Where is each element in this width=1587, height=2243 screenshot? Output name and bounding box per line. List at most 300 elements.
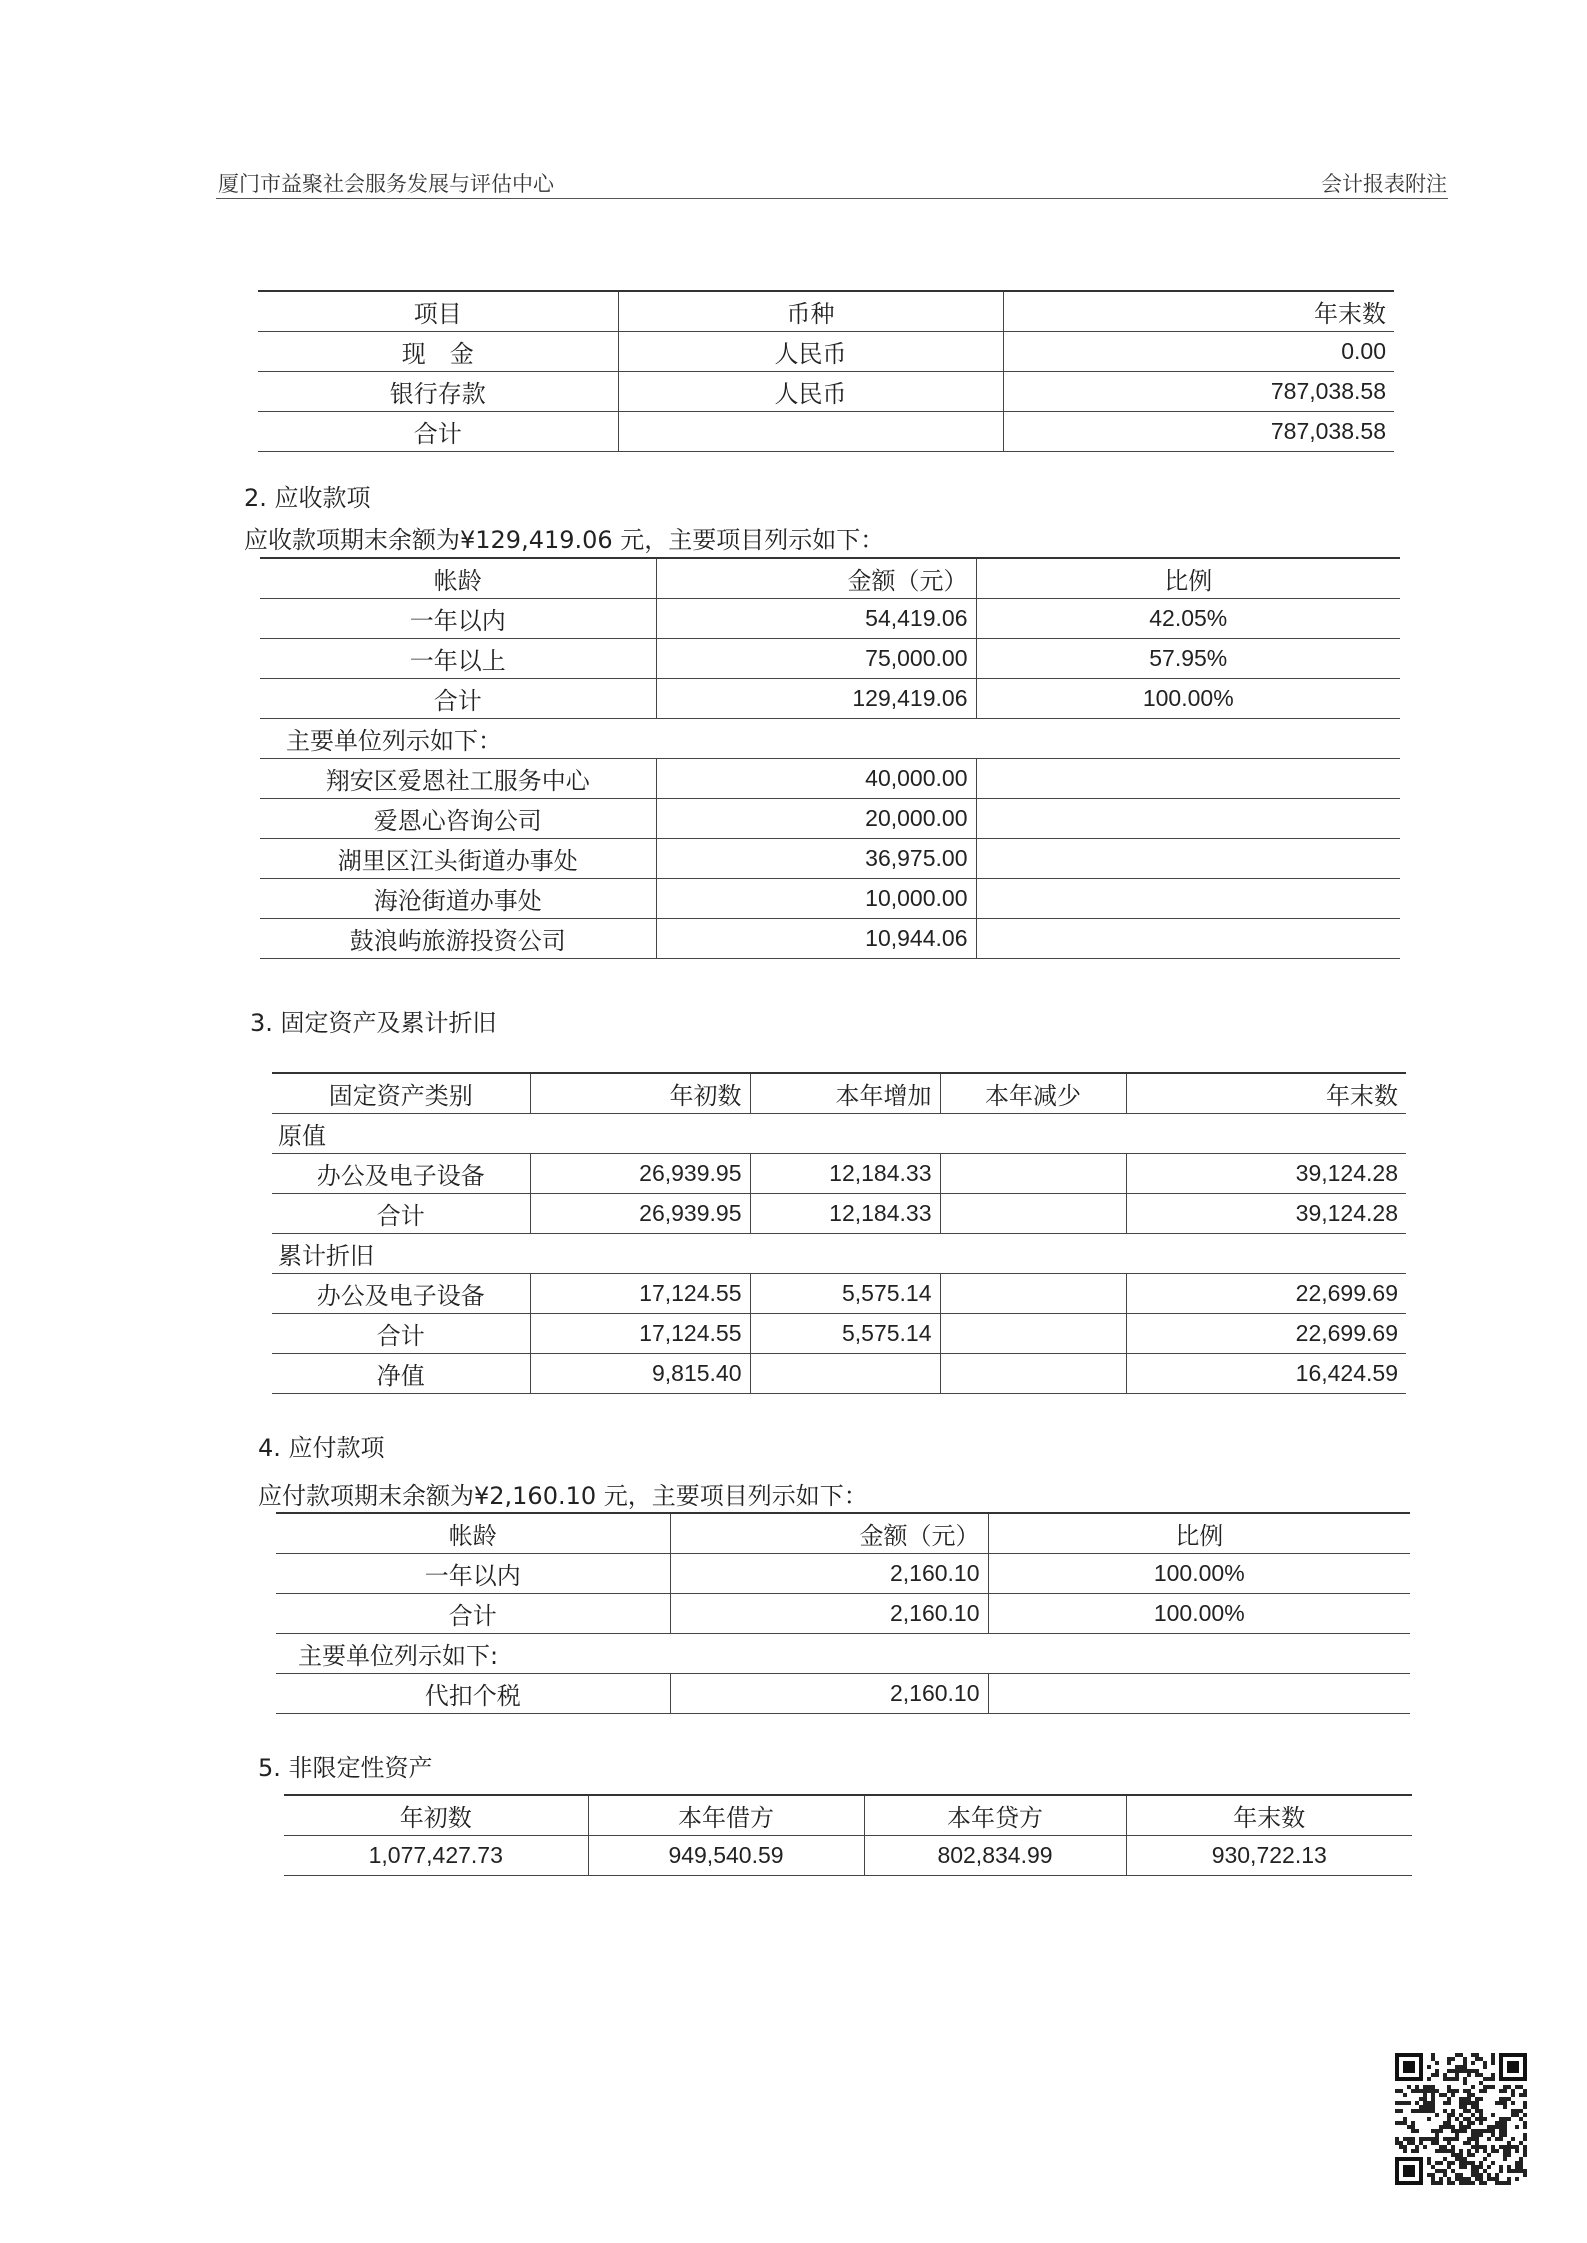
qr-module [1479,2109,1483,2113]
qr-module [1507,2085,1511,2089]
column-header: 年末数 [1126,1073,1406,1114]
qr-module [1403,2149,1407,2153]
qr-module [1519,2093,1523,2097]
qr-module [1431,2137,1435,2141]
table-header-row [260,558,1400,599]
qr-module [1471,2061,1475,2065]
payables-table [276,1512,1410,1714]
qr-module [1483,2077,1487,2081]
qr-module [1431,2093,1435,2097]
asset-category: 合计 [272,1194,530,1234]
qr-module [1475,2141,1479,2145]
qr-module [1503,2089,1507,2093]
qr-module [1479,2181,1483,2185]
fixed-assets-table [272,1072,1406,1394]
group-label: 原值 [272,1114,1406,1154]
qr-module [1411,2121,1415,2125]
qr-module [1507,2177,1511,2181]
qr-module [1431,2097,1435,2101]
qr-module [1455,2173,1459,2177]
qr-module [1459,2101,1463,2105]
qr-module [1507,2153,1511,2157]
qr-module [1463,2089,1467,2093]
qr-module [1463,2057,1467,2061]
column-header: 比例 [988,1513,1410,1554]
qr-module [1431,2173,1435,2177]
qr-module [1487,2077,1491,2081]
qr-module [1455,2137,1459,2141]
document-title: 会计报表附注 [1321,172,1447,196]
qr-module [1455,2133,1459,2137]
qr-module [1435,2113,1439,2117]
qr-module [1475,2149,1479,2153]
currency: 人民币 [618,372,1003,412]
qr-module [1479,2177,1483,2181]
qr-module [1499,2169,1503,2173]
organization-name: 厦门市益聚社会服务发展与评估中心 [218,172,554,196]
qr-module [1479,2133,1483,2137]
table-header-row [272,1073,1406,1114]
qr-module [1503,2117,1507,2121]
qr-module [1411,2149,1415,2153]
qr-module [1503,2129,1507,2133]
column-header: 年初数 [530,1073,750,1114]
qr-module [1463,2161,1467,2165]
qr-module [1443,2149,1447,2153]
qr-module [1479,2173,1483,2177]
qr-module [1435,2137,1439,2141]
qr-module [1427,2117,1431,2121]
section-title: 3. 固定资产及累计折旧 [250,1009,497,1037]
qr-module [1443,2077,1447,2081]
table-header-row [258,291,1394,332]
qr-module [1447,2137,1451,2141]
qr-module [1427,2089,1431,2093]
table-row [260,599,1400,639]
qr-module [1523,2113,1527,2117]
amount: 10,944.06 [656,919,976,959]
qr-module [1439,2149,1443,2153]
qr-module [1463,2077,1467,2081]
qr-module [1471,2093,1475,2097]
qr-module [1491,2073,1495,2077]
qr-module [1467,2093,1471,2097]
qr-module [1463,2181,1467,2185]
qr-module [1487,2165,1491,2169]
qr-module [1483,2169,1487,2173]
qr-module [1419,2141,1423,2145]
qr-module [1483,2065,1487,2069]
qr-module [1507,2165,1511,2169]
amount: 75,000.00 [656,639,976,679]
qr-module [1523,2153,1527,2157]
qr-module [1475,2177,1479,2181]
qr-module [1499,2145,1503,2149]
qr-module [1427,2077,1431,2081]
qr-module [1427,2101,1431,2105]
qr-module [1487,2173,1491,2177]
column-header: 本年减少 [940,1073,1126,1114]
qr-module [1523,2137,1527,2141]
qr-module [1503,2153,1507,2157]
asset-category: 办公及电子设备 [272,1274,530,1314]
qr-module [1407,2085,1411,2089]
column-header: 比例 [976,558,1400,599]
unit-name: 湖里区江头街道办事处 [260,839,656,879]
table-row [276,1634,1410,1674]
asset-category: 办公及电子设备 [272,1154,530,1194]
qr-module [1443,2093,1447,2097]
qr-module [1463,2157,1467,2161]
qr-module [1475,2073,1479,2077]
qr-module [1443,2109,1447,2113]
qr-module [1471,2113,1475,2117]
qr-module [1403,2093,1407,2097]
qr-module [1463,2065,1467,2069]
qr-module [1463,2141,1467,2145]
qr-module [1459,2065,1463,2069]
qr-module [1515,2125,1519,2129]
empty-cell [976,799,1400,839]
qr-module [1499,2101,1503,2105]
qr-module [1423,2085,1427,2089]
qr-module [1443,2125,1447,2129]
qr-module [1411,2089,1415,2093]
qr-module [1475,2069,1479,2073]
qr-module [1491,2085,1495,2089]
column-header: 项目 [258,291,618,332]
qr-module [1455,2073,1459,2077]
qr-module [1511,2145,1515,2149]
qr-module [1395,2101,1399,2105]
qr-module [1519,2085,1523,2089]
qr-module [1431,2053,1435,2057]
qr-module [1459,2161,1463,2165]
qr-module [1523,2145,1527,2149]
qr-module [1523,2093,1527,2097]
qr-module [1463,2165,1467,2169]
item-name: 现 金 [258,332,618,372]
table-row [272,1274,1406,1314]
receivables-table [260,557,1400,959]
qr-module [1407,2137,1411,2141]
qr-module [1487,2153,1491,2157]
qr-module [1471,2137,1475,2141]
qr-module [1459,2173,1463,2177]
qr-module [1451,2153,1455,2157]
amount: 10,000.00 [656,879,976,919]
qr-module [1479,2165,1483,2169]
qr-module [1447,2161,1451,2165]
qr-module [1459,2105,1463,2109]
qr-module [1471,2133,1475,2137]
qr-module [1451,2089,1455,2093]
ratio: 42.05% [976,599,1400,639]
qr-module [1463,2097,1467,2101]
amount: 40,000.00 [656,759,976,799]
qr-module [1487,2085,1491,2089]
column-header: 金额（元） [656,558,976,599]
qr-module [1415,2101,1419,2105]
column-header: 年末数 [1126,1795,1412,1836]
qr-module [1411,2137,1415,2141]
qr-module [1463,2129,1467,2133]
table-row [260,799,1400,839]
qr-module [1523,2105,1527,2109]
qr-module [1475,2169,1479,2173]
qr-module [1455,2157,1459,2161]
qr-module [1443,2157,1447,2161]
column-header: 币种 [618,291,1003,332]
column-header: 帐龄 [276,1513,670,1554]
qr-module [1479,2145,1483,2149]
qr-module [1419,2089,1423,2093]
column-header: 年初数 [284,1795,588,1836]
empty-cell [976,879,1400,919]
begin-value: 1,077,427.73 [284,1836,588,1876]
qr-module [1475,2057,1479,2061]
qr-module [1399,2101,1403,2105]
qr-module [1423,2137,1427,2141]
qr-module [1463,2177,1467,2181]
qr-module [1439,2177,1443,2181]
table-row [260,919,1400,959]
qr-module [1471,2069,1475,2073]
qr-module [1503,2085,1507,2089]
aging: 一年以内 [276,1554,670,1594]
qr-module [1431,2085,1435,2089]
qr-module [1503,2149,1507,2153]
section-title: 2. 应收款项 [244,484,371,512]
qr-module [1451,2077,1455,2081]
qr-module [1503,2101,1507,2105]
table-row [260,759,1400,799]
ratio: 100.00% [976,679,1400,719]
qr-module [1491,2125,1495,2129]
qr-finder-top-left [1395,2053,1423,2081]
qr-module [1395,2121,1399,2125]
end-value: 39,124.28 [1126,1154,1406,1194]
qr-module [1499,2121,1503,2125]
qr-module [1491,2077,1495,2081]
qr-module [1515,2149,1519,2153]
qr-module [1431,2181,1435,2185]
qr-module [1431,2089,1435,2093]
qr-module [1475,2165,1479,2169]
qr-module [1511,2101,1515,2105]
qr-module [1451,2181,1455,2185]
qr-module [1475,2101,1479,2105]
qr-module [1431,2177,1435,2181]
qr-module [1451,2125,1455,2129]
qr-module [1495,2125,1499,2129]
qr-module [1515,2085,1519,2089]
table-row [260,719,1400,759]
qr-module [1435,2141,1439,2145]
qr-module [1475,2053,1479,2057]
qr-module [1507,2117,1511,2121]
qr-module [1487,2129,1491,2133]
section-title: 5. 非限定性资产 [258,1754,433,1782]
qr-module [1447,2113,1451,2117]
decrease-value [940,1154,1126,1194]
qr-module [1399,2121,1403,2125]
qr-module [1427,2157,1431,2161]
qr-module [1511,2113,1515,2117]
qr-module [1455,2117,1459,2121]
qr-module [1447,2061,1451,2065]
qr-module [1447,2077,1451,2081]
qr-module [1475,2105,1479,2109]
qr-module [1507,2141,1511,2145]
qr-module [1479,2121,1483,2125]
column-header: 本年贷方 [864,1795,1126,1836]
amount: 2,160.10 [670,1674,988,1714]
qr-module [1503,2157,1507,2161]
qr-module [1451,2137,1455,2141]
qr-module [1467,2141,1471,2145]
qr-module [1419,2105,1423,2109]
qr-module [1507,2169,1511,2173]
qr-module [1455,2129,1459,2133]
units-label: 主要单位列示如下: [276,1634,1410,1674]
qr-module [1467,2125,1471,2129]
increase-value: 5,575.14 [750,1274,940,1314]
column-header: 年末数 [1003,291,1394,332]
qr-module [1491,2053,1495,2057]
begin-value: 26,939.95 [530,1154,750,1194]
qr-module [1443,2073,1447,2077]
qr-code [1395,2053,1527,2185]
end-value: 16,424.59 [1126,1354,1406,1394]
qr-module [1415,2129,1419,2133]
qr-module [1491,2149,1495,2153]
qr-module [1411,2141,1415,2145]
qr-module [1447,2121,1451,2125]
qr-module [1443,2145,1447,2149]
qr-module [1443,2173,1447,2177]
amount: 2,160.10 [670,1554,988,1594]
qr-module [1507,2097,1511,2101]
cash-table [258,290,1394,452]
qr-module [1523,2125,1527,2129]
qr-module [1467,2073,1471,2077]
qr-module [1495,2181,1499,2185]
qr-module [1435,2181,1439,2185]
qr-module [1515,2113,1519,2117]
qr-module [1431,2109,1435,2113]
qr-module [1403,2101,1407,2105]
qr-module [1515,2161,1519,2165]
qr-module [1499,2089,1503,2093]
unit-name: 海沧街道办事处 [260,879,656,919]
qr-module [1467,2149,1471,2153]
currency [618,412,1003,452]
decrease-value [940,1354,1126,1394]
qr-module [1475,2109,1479,2113]
qr-module [1463,2117,1467,2121]
qr-module [1459,2069,1463,2073]
qr-module [1451,2113,1455,2117]
qr-module [1447,2117,1451,2121]
qr-module [1447,2141,1451,2145]
qr-module [1459,2149,1463,2153]
qr-module [1483,2149,1487,2153]
table-row [258,412,1394,452]
qr-finder-top-right [1499,2053,1527,2081]
qr-module [1499,2165,1503,2169]
qr-module [1467,2117,1471,2121]
qr-module [1499,2181,1503,2185]
qr-module [1435,2161,1439,2165]
qr-module [1419,2109,1423,2113]
qr-module [1427,2085,1431,2089]
qr-module [1503,2097,1507,2101]
qr-module [1519,2117,1523,2121]
amount: 36,975.00 [656,839,976,879]
qr-module [1519,2141,1523,2145]
qr-module [1399,2141,1403,2145]
qr-module [1423,2097,1427,2101]
qr-module [1515,2145,1519,2149]
qr-module [1451,2149,1455,2153]
qr-module [1431,2129,1435,2133]
qr-module [1483,2181,1487,2185]
qr-module [1423,2101,1427,2105]
qr-module [1451,2093,1455,2097]
qr-module [1519,2109,1523,2113]
unit-name: 鼓浪屿旅游投资公司 [260,919,656,959]
group-row [272,1114,1406,1154]
qr-module [1463,2125,1467,2129]
qr-module [1435,2069,1439,2073]
qr-module [1523,2089,1527,2093]
qr-module [1487,2177,1491,2181]
empty-cell [976,919,1400,959]
item-name: 合计 [258,412,618,452]
qr-module [1403,2117,1407,2121]
debit-value: 949,540.59 [588,1836,864,1876]
end-value: 39,124.28 [1126,1194,1406,1234]
qr-module [1395,2141,1399,2145]
amount: 787,038.58 [1003,372,1394,412]
amount: 787,038.58 [1003,412,1394,452]
qr-module [1459,2153,1463,2157]
qr-module [1511,2137,1515,2141]
qr-module [1475,2137,1479,2141]
qr-module [1523,2173,1527,2177]
qr-module [1499,2125,1503,2129]
qr-module [1443,2137,1447,2141]
decrease-value [940,1194,1126,1234]
qr-module [1459,2129,1463,2133]
empty-cell [988,1674,1410,1714]
qr-module [1471,2053,1475,2057]
qr-module [1495,2101,1499,2105]
qr-module [1475,2133,1479,2137]
empty-cell [976,759,1400,799]
group-label: 累计折旧 [272,1234,1406,1274]
qr-module [1479,2081,1483,2085]
qr-module [1503,2121,1507,2125]
aging: 合计 [276,1594,670,1634]
qr-module [1495,2177,1499,2181]
qr-module [1423,2105,1427,2109]
qr-module [1459,2121,1463,2125]
qr-module [1415,2149,1419,2153]
qr-module [1427,2173,1431,2177]
qr-module [1451,2129,1455,2133]
